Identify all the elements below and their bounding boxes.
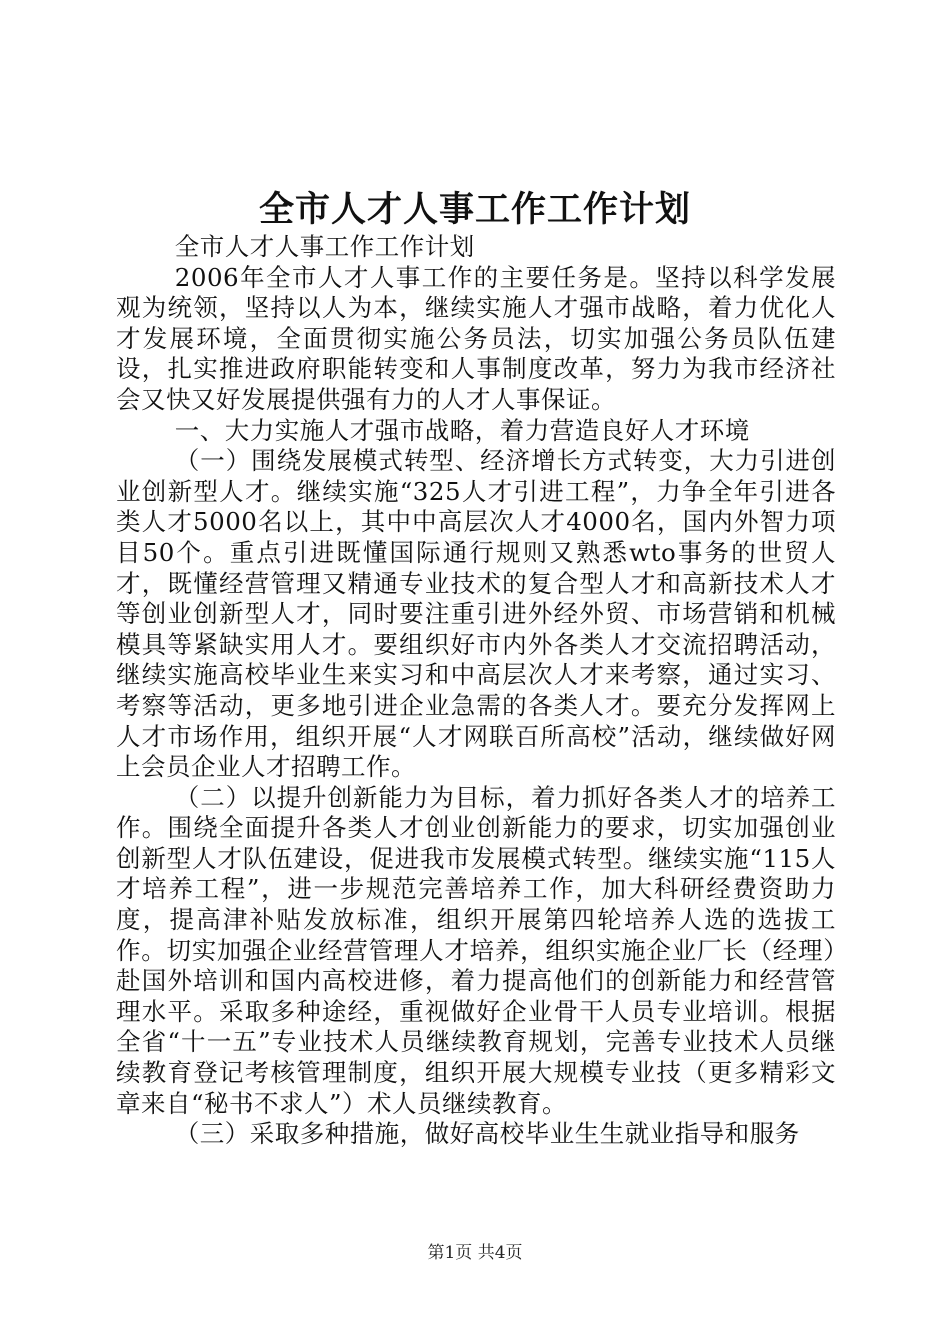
document-title: 全市人才人事工作工作计划 bbox=[258, 189, 691, 230]
subtitle-paragraph: 全市人才人事工作工作计划 bbox=[174, 232, 475, 261]
intro-paragraph: 2006年全市人才人事工作的主要任务是。坚持以科学发展观为统领，坚持以人为本，继续实施人才强市战略，着力优化人才发展环境，全面贯彻实施公务员法，切实加强公务员队伍建设，扎实推进政府职能转变和人事制度改革，努力为我市经济社会又快又好发展提供强有力的人才人事保证。 bbox=[116, 262, 836, 414]
page-footer: 第1页 共4页 bbox=[427, 1243, 523, 1263]
subsection-paragraph: （二）以提升创新能力为目标，着力抓好各类人才的培养工作。围绕全面提升各类人才创业创新能力的要求，切实加强创业创新型人才队伍建设，促进我市发展模式转型。继续实施“115人才培养工程”，进一步规范完善培养工作，加大科研经费资助力度，提高津补贴发放标准，组织开展第四轮培养人选的选拔工作。切实加强企业经营管理人才培养，组织实施企业厂长（经理）赴国外培训和国内高校进修，着力提高他们的创新能力和经营管理水平。采取多种途经，重视做好企业骨干人员专业培训。根据全省“十一五”专业技术人员继续教育规划，完善专业技术人员继续教育登记考核管理制度，组织开展大规模专业技（更多精彩文章来自“秘书不求人”）术人员继续教育。 bbox=[116, 782, 836, 1118]
section-heading: 一、大力实施人才强市战略，着力营造良好人才环境 bbox=[174, 415, 750, 445]
subsection-paragraph: （三）采取多种措施，做好高校毕业生生就业指导和服务 bbox=[174, 1119, 800, 1149]
document-body bbox=[116, 232, 836, 1150]
subsection-paragraph: （一）围绕发展模式转型、经济增长方式转变，大力引进创业创新型人才。继续实施“325人才引进工程”，力争全年引进各类人才5000名以上，其中中高层次人才4000名，国内外智力项目50个。重点引进既懂国际通行规则又熟悉wto事务的世贸人才，既懂经营管理又精通专业技术的复合型人才和高新技术人才等创业创新型人才，同时要注重引进外经外贸、市场营销和机械模具等紧缺实用人才。要组织好市内外各类人才交流招聘活动，继续实施高校毕业生来实习和中高层次人才来考察，通过实习、考察等活动，更多地引进企业急需的各类人才。要充分发挥网上人才市场作用，组织开展“人才网联百所高校”活动，继续做好网上会员企业人才招聘工作。 bbox=[116, 446, 836, 782]
